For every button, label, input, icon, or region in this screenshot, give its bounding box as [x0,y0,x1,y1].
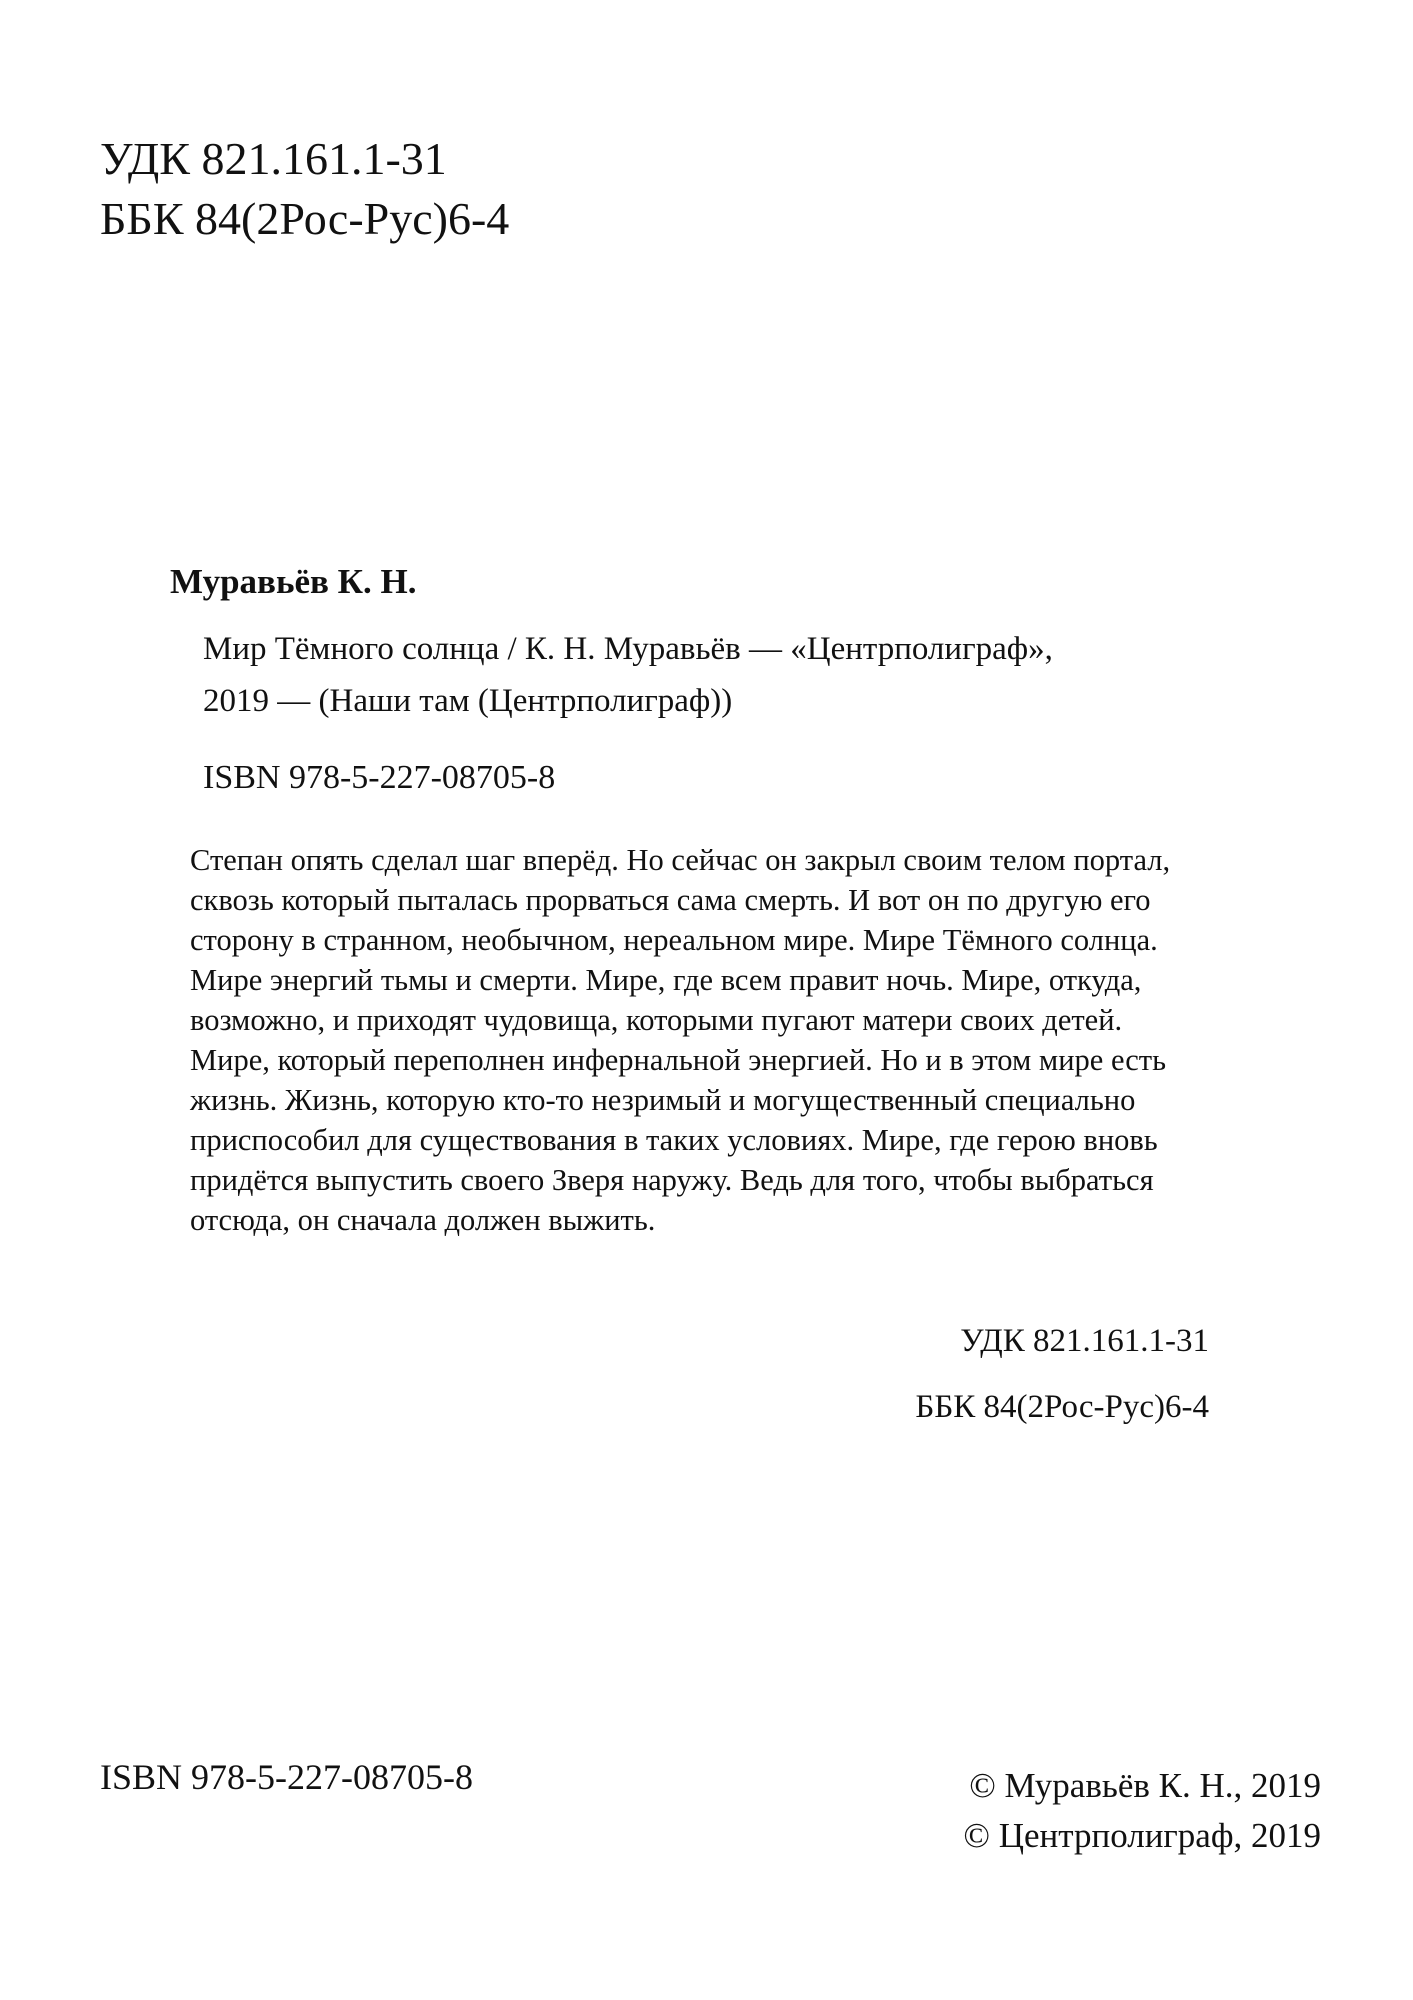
udk-code-top: УДК 821.161.1-31 [100,133,447,184]
bibliographic-description-line-1: Мир Тёмного солнца / К. Н. Муравьёв — «Центрполиграф», [203,631,1053,667]
bbk-code-top: ББК 84(2Рос-Рус)6-4 [100,193,510,244]
copyright-author: © Муравьёв К. Н., 2019 [969,1766,1321,1805]
book-annotation: Степан опять сделал шаг вперёд. Но сейчас он закрыл своим телом портал, сквозь который пыталась прорваться сама смерть. И вот он по другую его сторону в странном, необычном, нереальном мире. Мире Тёмного солнца. Мире энергий тьмы и смерти. Мире, где всем правит ночь. Мире, откуда, возможно, и приходят чудовища, которыми пугают матери своих детей. Мире, который переполнен инфернальной энергией. Но и в этом мире есть жизнь. Жизнь, которую кто-то незримый и могущественный специально приспособил для существования в таких условиях. Мире, где герою вновь придётся выпустить своего Зверя наружу. Ведь для того, чтобы выбраться отсюда, он сначала должен выжить. [190,843,1171,1237]
author-heading: Муравьёв К. Н. [170,562,417,601]
bibliographic-description-line-2: 2019 — (Наши там (Центрполиграф)) [203,683,733,719]
isbn-record: ISBN 978-5-227-08705-8 [203,759,556,796]
isbn-footer: ISBN 978-5-227-08705-8 [100,1757,473,1797]
copyright-publisher: © Центрполиграф, 2019 [963,1816,1321,1855]
udk-code-record: УДК 821.161.1-31 [960,1323,1209,1359]
bbk-code-record: ББК 84(2Рос-Рус)6-4 [915,1389,1209,1425]
